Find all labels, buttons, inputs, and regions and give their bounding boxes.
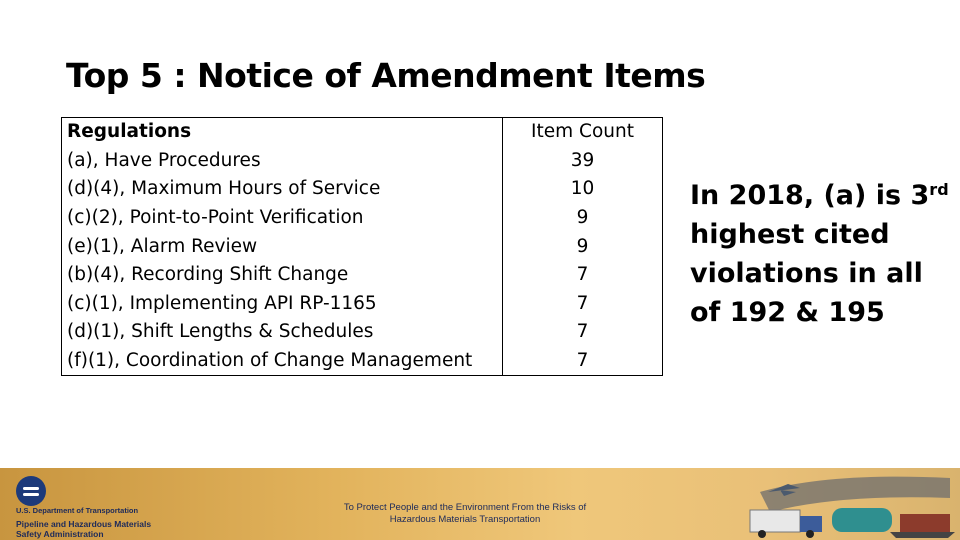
count-cell: 7	[503, 347, 663, 376]
table-row	[62, 290, 663, 319]
table-row	[62, 175, 663, 204]
tagline-line1: To Protect People and the Environment From the Risks of	[343, 502, 587, 513]
table-row	[62, 232, 663, 261]
header-regulations: Regulations	[62, 118, 503, 147]
callout-note	[690, 176, 950, 332]
regulation-cell: (a), Have Procedures	[62, 147, 503, 176]
regulation-cell: (b)(4), Recording Shift Change	[62, 261, 503, 290]
agency-name-line1: Pipeline and Hazardous Materials	[16, 519, 152, 529]
table-row	[62, 318, 663, 347]
tagline-line2: Hazardous Materials Transportation	[389, 514, 541, 525]
regulation-cell: (c)(1), Implementing API RP-1165	[62, 290, 503, 319]
regulation-cell: (e)(1), Alarm Review	[62, 232, 503, 261]
footer-banner	[0, 468, 960, 540]
table-header-row	[62, 118, 663, 147]
note-text-part2: highest cited violations in all of 192 & 195	[690, 219, 923, 328]
department-name: U.S. Department of Transportation	[16, 506, 139, 515]
count-cell: 9	[503, 204, 663, 233]
count-cell: 39	[503, 147, 663, 176]
table-row	[62, 147, 663, 176]
regulation-cell: (f)(1), Coordination of Change Management	[62, 347, 503, 376]
table-row	[62, 261, 663, 290]
notice-of-amendment-table	[61, 117, 663, 376]
count-cell: 7	[503, 290, 663, 319]
regulation-cell: (c)(2), Point-to-Point Verification	[62, 204, 503, 233]
header-item-count: Item Count	[503, 118, 663, 147]
note-superscript: rd	[929, 180, 949, 199]
dot-logo-icon	[16, 476, 46, 506]
table-row	[62, 204, 663, 233]
count-cell: 10	[503, 175, 663, 204]
count-cell: 7	[503, 318, 663, 347]
count-cell: 9	[503, 232, 663, 261]
regulation-cell: (d)(4), Maximum Hours of Service	[62, 175, 503, 204]
slide-title: Top 5 : Notice of Amendment Items	[66, 56, 706, 95]
table-row	[62, 347, 663, 376]
transportation-collage-icon	[740, 468, 960, 540]
agency-name-line2: Safety Administration	[16, 529, 104, 539]
regulation-cell: (d)(1), Shift Lengths & Schedules	[62, 318, 503, 347]
count-cell: 7	[503, 261, 663, 290]
note-text-part1: In 2018, (a) is 3	[690, 180, 930, 211]
